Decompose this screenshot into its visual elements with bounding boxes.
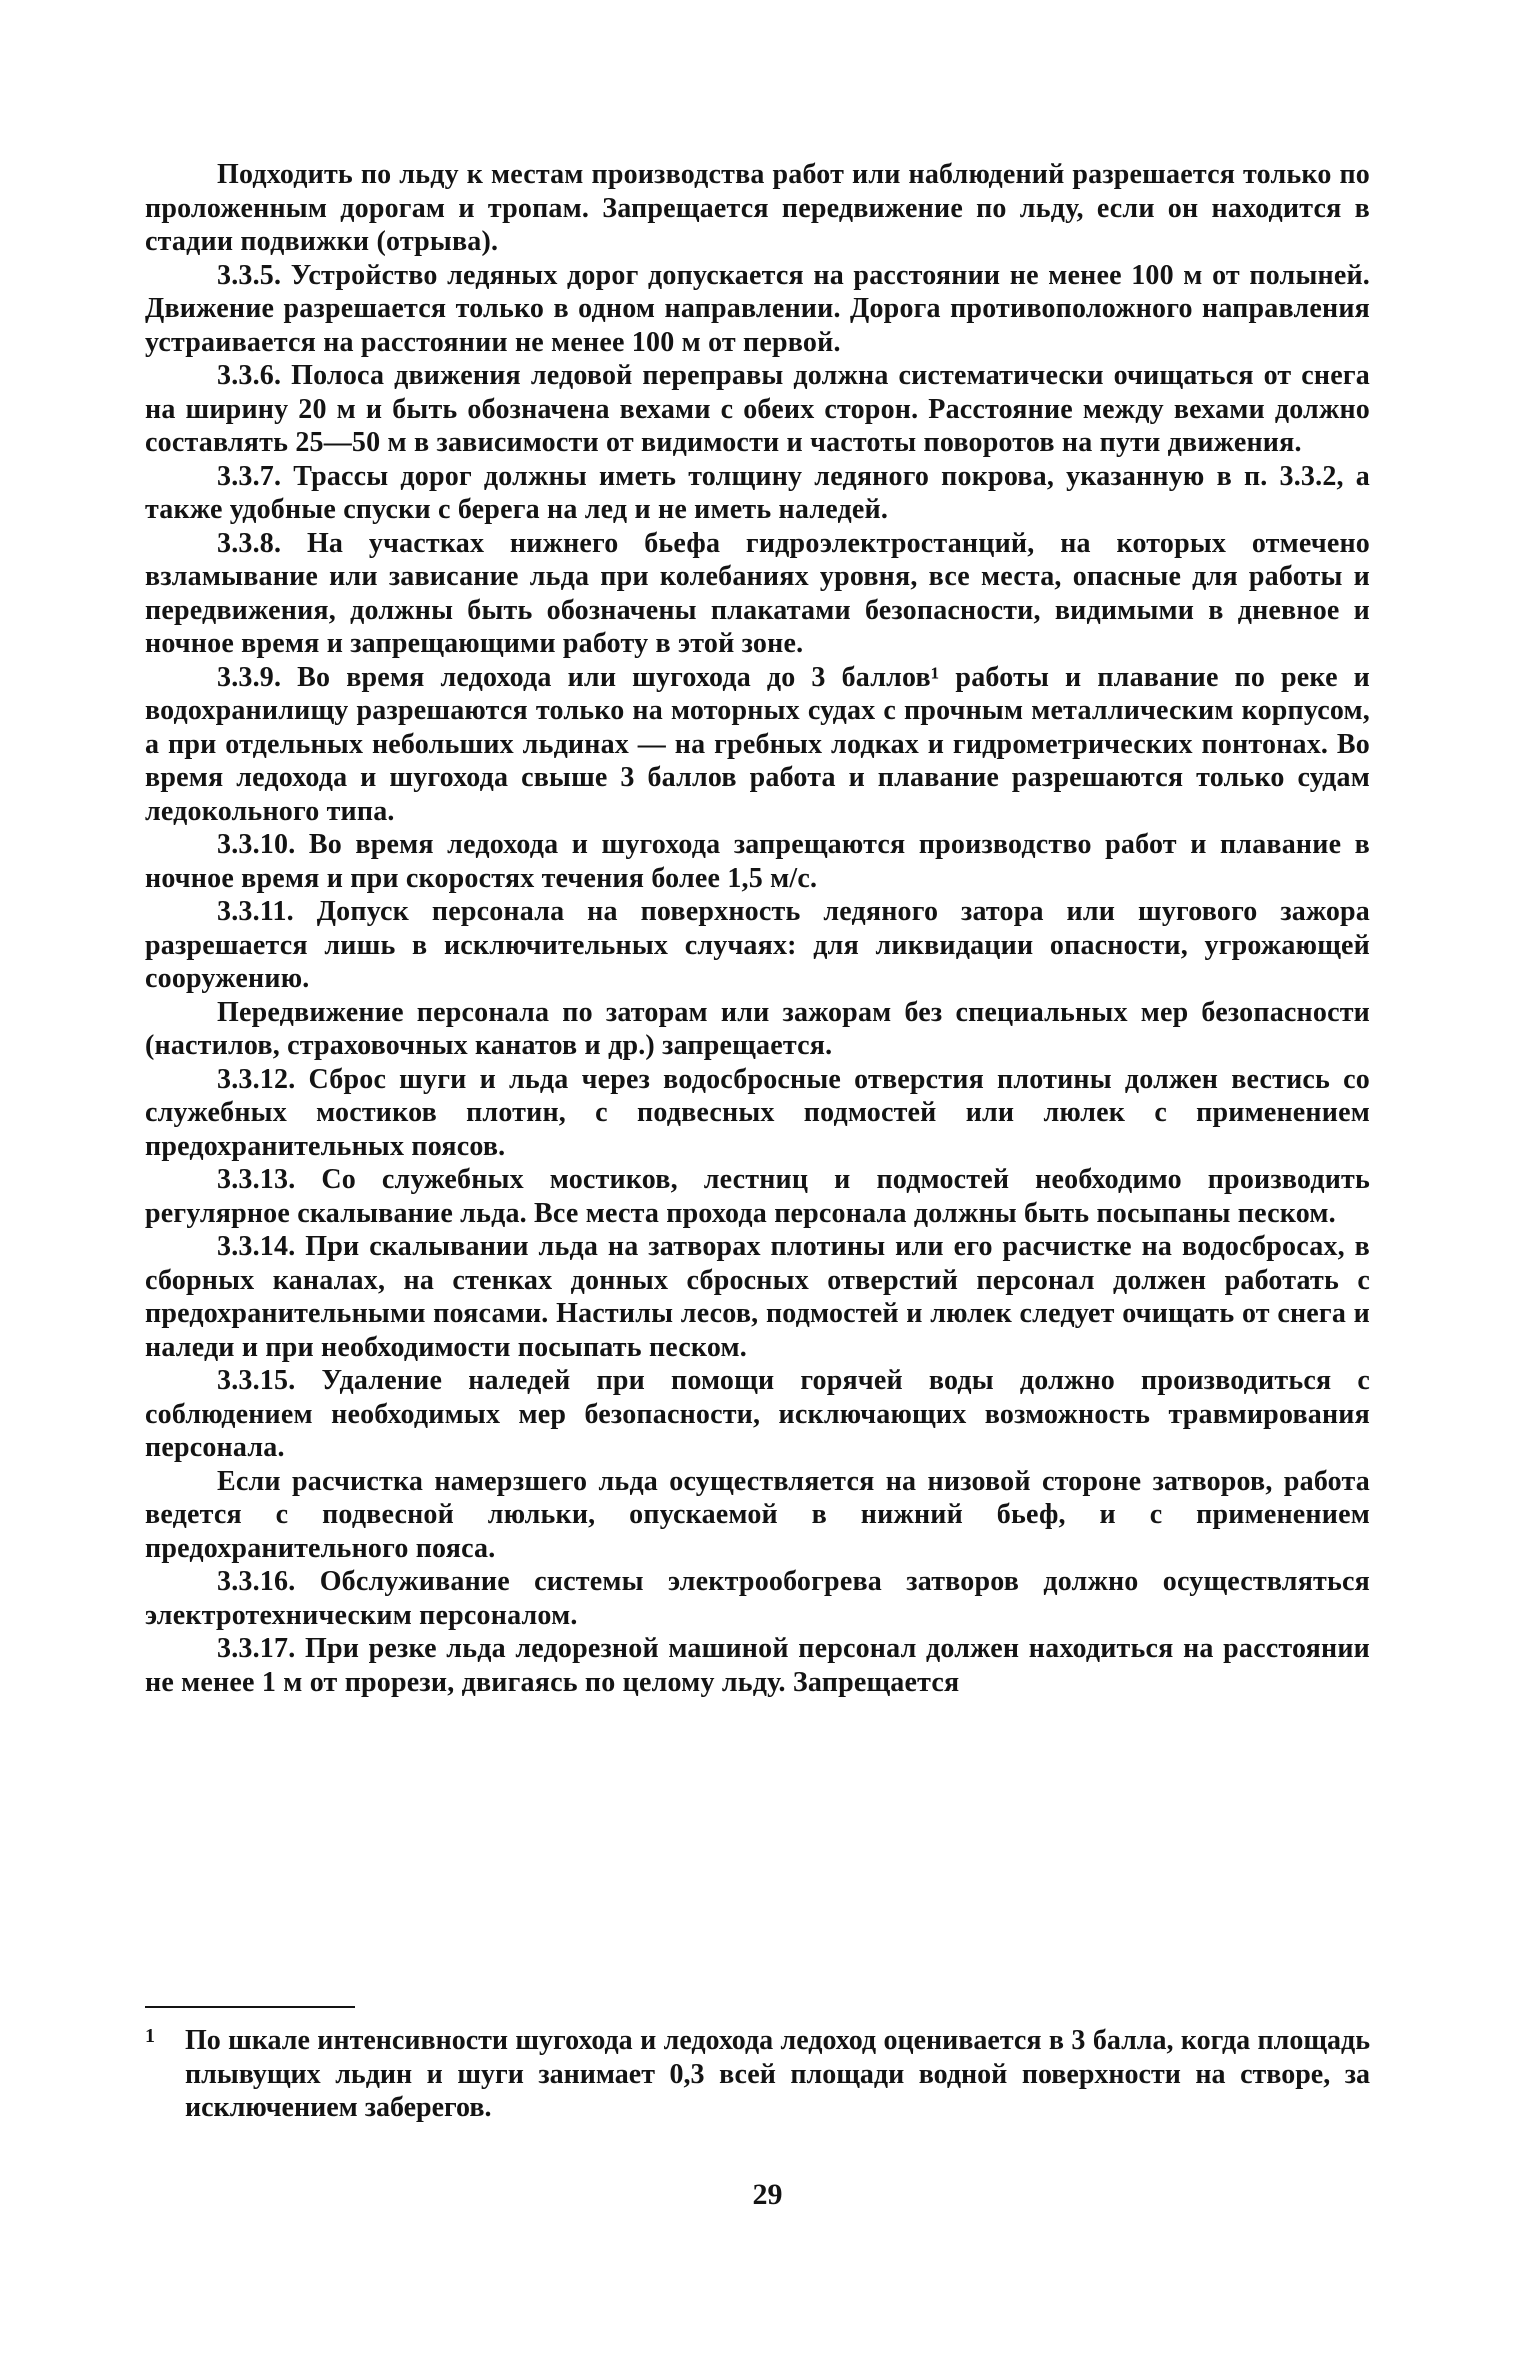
paragraph-3-3-15-cont: Если расчистка намерзшего льда осуществляется на низовой стороне затворов, работа ведется с подвесной люльки, опускаемой в нижний бьеф, и с применением предохранительного пояса. (145, 1465, 1370, 1564)
paragraph-3-3-10: 3.3.10. Во время ледохода и шугохода запрещаются производство работ и плавание в ночное время и при скоростях течения более 1,5 м/с. (145, 829, 1370, 894)
paragraph-3-3-8: 3.3.8. На участках нижнего бьефа гидроэлектростанций, на которых отмечено взламывание или зависание льда при колебаниях уровня, все места, опасные для работы и передвижения, должны быть обозначены плакатами безопасности, видимыми в дневное и ночное время и запрещающими работу в этой зоне. (145, 527, 1370, 659)
paragraph-3-3-11: 3.3.11. Допуск персонала на поверхность ледяного затора или шугового зажора разрешается лишь в исключительных случаях: для ликвидации опасности, угрожающей сооружению. (145, 896, 1370, 994)
paragraph-intro: Подходить по льду к местам производства работ или наблюдений разрешается только по проложенным дорогам и тропам. Запрещается передвижение по льду, если он находится в стадии подвижки (отрыва). (145, 159, 1370, 257)
footnote-text: По шкале интенсивности шугохода и ледохода ледоход оценивается в 3 балла, когда площадь плывущих льдин и шуги занимает 0,3 всей площади водной поверхности на створе, за исключением заберегов. (185, 2025, 1370, 2123)
paragraph-3-3-9: 3.3.9. Во время ледохода или шугохода до 3 баллов¹ работы и плавание по реке и водохранилищу разрешаются только на моторных судах с прочным металлическим корпусом, а при отдельных небольших льдинах — на гребных лодках и гидрометрических понтонах. Во время ледохода и шугохода свыше 3 баллов работа и плавание разрешаются только судам ледокольного типа. (145, 661, 1370, 827)
paragraph-3-3-11-cont: Передвижение персонала по заторам или зажорам без специальных мер безопасности (настилов, страховочных канатов и др.) запрещается. (145, 996, 1370, 1061)
footnote (145, 2024, 1370, 2125)
paragraph-3-3-6: 3.3.6. Полоса движения ледовой переправы должна систематически очищаться от снега на ширину 20 м и быть обозначена вехами с обеих сторон. Расстояние между вехами должно составлять 25—50 м в зависимости от видимости и частоты поворотов на пути движения. (145, 360, 1370, 458)
paragraph-3-3-12: 3.3.12. Сброс шуги и льда через водосбросные отверстия плотины должен вестись со служебных мостиков плотин, с подвесных подмостей или люлек с применением предохранительных поясов. (145, 1063, 1370, 1162)
footnote-divider (145, 2006, 355, 2008)
body-text (145, 158, 1370, 1699)
page-number: 29 (752, 2178, 783, 2211)
paragraph-3-3-15: 3.3.15. Удаление наледей при помощи горячей воды должно производиться с соблюдением необходимых мер безопасности, исключающих возможность травмирования персонала. (145, 1365, 1370, 1463)
paragraph-3-3-5: 3.3.5. Устройство ледяных дорог допускается на расстоянии не менее 100 м от полыней. Движение разрешается только в одном направлении. Дорога противоположного направления устраивается на расстоянии не менее 100 м от первой. (145, 259, 1370, 358)
paragraph-3-3-7: 3.3.7. Трассы дорог должны иметь толщину ледяного покрова, указанную в п. 3.3.2, а также удобные спуски с берега на лед и не иметь наледей. (145, 460, 1370, 525)
paragraph-3-3-17: 3.3.17. При резке льда ледорезной машиной персонал должен находиться на расстоянии не менее 1 м от прорези, двигаясь по целому льду. Запрещается (145, 1633, 1370, 1698)
paragraph-3-3-16: 3.3.16. Обслуживание системы электрообогрева затворов должно осуществляться электротехническим персоналом. (145, 1566, 1370, 1631)
paragraph-3-3-13: 3.3.13. Со служебных мостиков, лестниц и подмостей необходимо производить регулярное скалывание льда. Все места прохода персонала должны быть посыпаны песком. (145, 1164, 1370, 1229)
footnote-mark: 1 (145, 2025, 155, 2047)
paragraph-3-3-14: 3.3.14. При скалывании льда на затворах плотины или его расчистке на водосбросах, в сборных каналах, на стенках донных сбросных отверстий персонал должен работать с предохранительными поясами. Настилы лесов, подмостей и люлек следует очищать от снега и наледи и при необходимости посыпать песком. (145, 1231, 1370, 1363)
